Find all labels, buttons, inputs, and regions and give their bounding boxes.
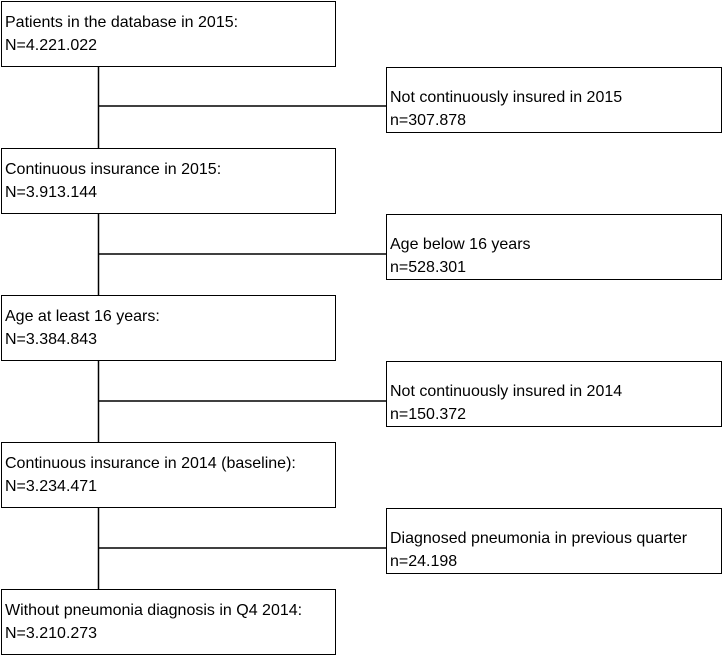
step-count: N=3.234.471 bbox=[5, 478, 98, 495]
step-box-continuous-insurance-2014 bbox=[1, 442, 336, 508]
step-count: N=3.384.843 bbox=[5, 331, 98, 348]
step-label: Age at least 16 years: bbox=[5, 308, 160, 325]
exclusion-count: n=24.198 bbox=[390, 553, 458, 570]
step-count: N=3.913.144 bbox=[5, 184, 98, 201]
step-count: N=3.210.273 bbox=[5, 625, 98, 642]
exclusion-box-not-insured-2014 bbox=[386, 361, 722, 427]
step-box-age-at-least-16 bbox=[1, 295, 336, 361]
exclusion-count: n=307.878 bbox=[390, 112, 467, 129]
step-count: N=4.221.022 bbox=[5, 37, 98, 54]
exclusion-box-age-below-16 bbox=[386, 214, 722, 280]
exclusion-box-not-insured-2015 bbox=[386, 67, 722, 133]
exclusion-count: n=150.372 bbox=[390, 406, 467, 423]
step-label: Continuous insurance in 2015: bbox=[5, 161, 222, 178]
step-label: Patients in the database in 2015: bbox=[5, 14, 239, 31]
step-box-database-2015 bbox=[1, 1, 336, 67]
exclusion-label: Diagnosed pneumonia in previous quarter bbox=[390, 530, 688, 547]
step-box-continuous-insurance-2015 bbox=[1, 148, 336, 214]
exclusion-label: Not continuously insured in 2015 bbox=[390, 89, 623, 106]
step-box-without-pneumonia-q4-2014 bbox=[1, 589, 336, 655]
step-label: Continuous insurance in 2014 (baseline): bbox=[5, 455, 296, 472]
exclusion-label: Not continuously insured in 2014 bbox=[390, 383, 623, 400]
exclusion-label: Age below 16 years bbox=[390, 236, 531, 253]
exclusion-count: n=528.301 bbox=[390, 259, 467, 276]
exclusion-box-pneumonia-previous-quarter bbox=[386, 508, 722, 574]
step-label: Without pneumonia diagnosis in Q4 2014: bbox=[5, 602, 303, 619]
